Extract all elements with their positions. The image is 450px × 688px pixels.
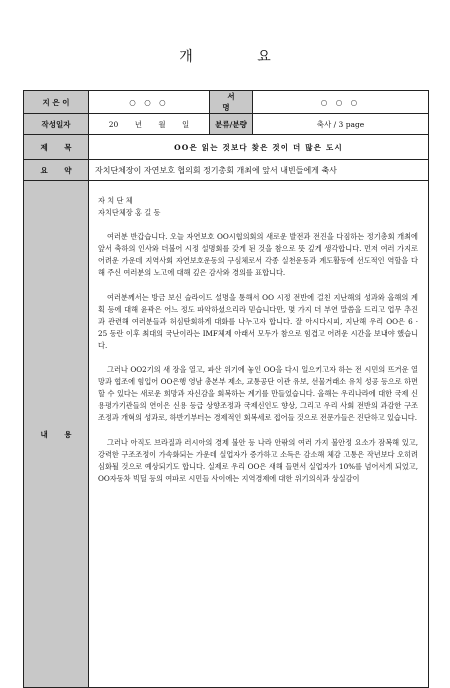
greeting-line-1: 자 치 단 체 [98, 196, 133, 205]
content-body [89, 181, 429, 688]
date-label: 작성일자 [24, 114, 89, 135]
overview-form [23, 90, 429, 688]
category-label: 분류/분량 [210, 114, 253, 135]
speaker-row [24, 91, 429, 114]
subject-label: 제 목 [24, 135, 89, 160]
greeting-line-2: 자치단체장 홍 길 동 [98, 208, 161, 218]
category-value: 축사 / 3 page [253, 114, 429, 135]
content-label: 내 용 [24, 181, 89, 688]
summary-label: 요 약 [24, 160, 89, 181]
paragraph-2: 여러분께서는 방금 보신 슬라이드 설명을 통해서 OO 시정 전반에 걸친 지난해의 성과와 올해의 계획 등에 대해 윤곽은 어느 정도 파악하셨으리라 믿습니다만, 몇 가지 더 부연 말씀을 드리고 업무 추진과 관련해 여러분들과 허심탄회하게 대화를 나누고자 합니다. 잘 아시다시피, 지난해 우리 OO은 6 · 25 동란 이후 최대의 국난이라는 IMF체제 아래서 모두가 참으로 힘겹고 어려운 시간을 보내야 했습니다. [98, 292, 418, 350]
subject-value: OO은 읽는 것보다 찾은 것이 더 많은 도시 [89, 135, 429, 160]
page-title: 개 요 [179, 49, 301, 65]
name-value: ○ ○ ○ [253, 91, 429, 114]
subject-row [24, 135, 429, 160]
paragraph-1: 여러분 반갑습니다. 오늘 자연보호 OO시협의회의 새로운 발전과 전진을 다짐하는 정기총회 개최에 앞서 축하의 인사와 더불어 시정 설명회를 갖게 된 것을 참으로 뜻 깊게 생각합니다. 먼저 여러 가지로 어려운 가운데 지역사회 자연보호운동의 구심체로서 각종 실천운동과 계도활동에 선도적인 역할을 다해 주신 여러분의 노고에 대해 깊은 감사와 경의를 표합니다. [98, 232, 418, 278]
summary-value: 자치단체장이 자연보호 협의회 정기총회 개최에 앞서 내빈들에게 축사 [89, 160, 429, 181]
paragraph-3: 그러나 OO2기의 새 장을 열고, 파산 위기에 놓인 OO을 다시 일으키고자 하는 전 시민의 뜨거운 열망과 협조에 힘입어 OO은행 영남 총본부 제소, 교통공단 이관 유보, 선물거래소 유치 성공 등으로 하면 할 수 있다는 새로운 희망과 자신감을 회복하는 계기를 만들었습니다. 올해는 우리나라에 대한 국제 신용평가기관들의 연이은 신용 등급 상향조정과 국제신인도 향상, 그리고 우리 사회 전반의 과감한 구조조정과 개혁의 성과로, 하반기부터는 경제적인 회복세로 접어들 것으로 전문가들은 진단하고 있습니다. [98, 365, 418, 423]
speaker-label: 지 은 이 [24, 91, 89, 114]
date-value: 20 년 월 일 [89, 114, 210, 135]
name-label: 서 명 [210, 91, 253, 114]
date-row [24, 114, 429, 135]
summary-row [24, 160, 429, 181]
paragraph-4: 그러나 아직도 브라질과 러시아의 경제 불안 등 나라 안팎의 여러 가지 불안정 요소가 잠복해 있고, 강력한 구조조정이 가속화되는 가운데 실업자가 증가하고 소득은 감소해 체감 고통은 작년보다 오히려 심화될 것으로 예상되기도 합니다. 실제로 우리 OO은 새해 들면서 실업자가 10%를 넘어서게 되었고, OO자동차 빅딜 등의 여파로 시민들 사이에는 지역경제에 대한 위기의식과 상실감이 [98, 437, 418, 483]
speaker-value: ○ ○ ○ [89, 91, 210, 114]
content-row [24, 181, 429, 688]
